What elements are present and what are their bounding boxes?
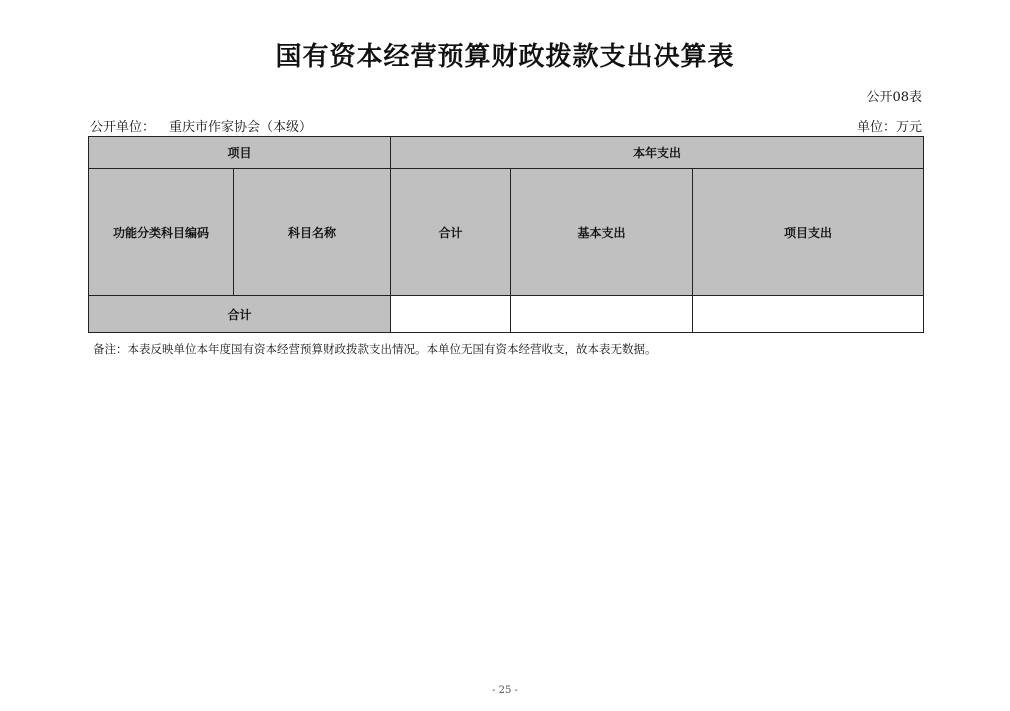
column-header-basic: 基本支出 [511, 169, 693, 296]
expenditure-table [88, 136, 924, 333]
basic-value-cell [511, 296, 693, 333]
column-header-code: 功能分类科目编码 [89, 169, 234, 296]
column-header-name: 科目名称 [234, 169, 391, 296]
total-row-label: 合计 [89, 296, 391, 333]
project-value-cell [693, 296, 924, 333]
column-header-total: 合计 [391, 169, 511, 296]
page-title: 国有资本经营预算财政拨款支出决算表 [275, 42, 735, 72]
page-number: - 25 - [492, 685, 518, 696]
header-current-year-expenditure: 本年支出 [391, 137, 924, 169]
reporting-unit-name: 重庆市作家协会（本级） [169, 120, 313, 135]
header-item: 项目 [89, 137, 391, 169]
table-row [89, 296, 924, 333]
table-header-row [89, 137, 924, 169]
unit-info-row [90, 116, 922, 134]
total-value-cell [391, 296, 511, 333]
reporting-unit [90, 116, 312, 135]
column-header-project: 项目支出 [693, 169, 924, 296]
reporting-unit-label: 公开单位： [90, 120, 156, 135]
table-number: 公开08表 [866, 90, 922, 105]
table-note: 备注：本表反映单位本年度国有资本经营预算财政拨款支出情况。本单位无国有资本经营收支，故本表无数据。 [93, 342, 657, 356]
currency-unit: 单位：万元 [856, 120, 922, 135]
table-subheader-row [89, 169, 924, 296]
